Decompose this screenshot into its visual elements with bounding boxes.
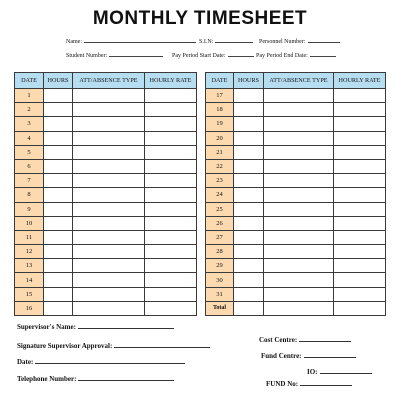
table-row bbox=[15, 301, 197, 315]
date-cell: 9 bbox=[15, 202, 44, 216]
date-cell: 24 bbox=[206, 188, 234, 202]
att-absence-type-cell[interactable] bbox=[73, 89, 145, 103]
hours-cell[interactable] bbox=[234, 103, 264, 117]
att-absence-type-cell[interactable] bbox=[73, 117, 145, 131]
hours-cell[interactable] bbox=[44, 145, 73, 159]
table-row bbox=[15, 159, 197, 173]
io-field[interactable] bbox=[307, 367, 372, 376]
att-absence-type-cell[interactable] bbox=[264, 117, 334, 131]
table-row bbox=[15, 216, 197, 230]
table-row bbox=[15, 188, 197, 202]
header-hourly-rate: HOURLY RATE bbox=[334, 73, 386, 89]
hourly-rate-cell[interactable] bbox=[145, 103, 197, 117]
hourly-rate-cell[interactable] bbox=[334, 202, 386, 216]
att-absence-type-cell[interactable] bbox=[264, 131, 334, 145]
hours-cell[interactable] bbox=[44, 103, 73, 117]
fund-no-field[interactable] bbox=[266, 379, 352, 388]
date-cell: 2 bbox=[15, 103, 44, 117]
date-cell: 7 bbox=[15, 174, 44, 188]
date-cell: 8 bbox=[15, 188, 44, 202]
hours-cell[interactable] bbox=[234, 216, 264, 230]
hourly-rate-cell[interactable] bbox=[334, 216, 386, 230]
hours-cell[interactable] bbox=[234, 230, 264, 244]
date-field[interactable] bbox=[17, 357, 185, 366]
fund-no-label: FUND No: bbox=[266, 380, 299, 388]
att-absence-type-cell[interactable] bbox=[73, 174, 145, 188]
att-absence-type-cell[interactable] bbox=[264, 216, 334, 230]
table-row bbox=[15, 174, 197, 188]
hourly-rate-cell[interactable] bbox=[145, 259, 197, 273]
att-absence-type-cell[interactable] bbox=[264, 103, 334, 117]
hours-cell[interactable] bbox=[44, 159, 73, 173]
sin-field[interactable] bbox=[199, 37, 253, 45]
table-row bbox=[206, 245, 386, 259]
name-label: Name: bbox=[66, 39, 82, 45]
hours-cell[interactable] bbox=[44, 202, 73, 216]
hours-cell[interactable] bbox=[234, 145, 264, 159]
att-absence-type-cell[interactable] bbox=[73, 273, 145, 287]
hourly-rate-cell[interactable] bbox=[145, 145, 197, 159]
hourly-rate-cell[interactable] bbox=[145, 245, 197, 259]
cost-centre-label: Cost Centre: bbox=[259, 336, 298, 344]
fund-centre-field[interactable] bbox=[261, 351, 356, 360]
hours-cell[interactable] bbox=[44, 216, 73, 230]
hours-cell[interactable] bbox=[234, 259, 264, 273]
hourly-rate-cell[interactable] bbox=[145, 89, 197, 103]
att-absence-type-cell[interactable] bbox=[264, 174, 334, 188]
personnel-number-field[interactable] bbox=[259, 37, 340, 45]
att-absence-type-cell[interactable] bbox=[264, 202, 334, 216]
table-row bbox=[206, 159, 386, 173]
att-absence-type-cell[interactable] bbox=[73, 245, 145, 259]
telephone-field[interactable] bbox=[17, 374, 174, 383]
table-row bbox=[15, 230, 197, 244]
date-cell: 30 bbox=[206, 273, 234, 287]
date-cell: 15 bbox=[15, 287, 44, 301]
total-cell: Total bbox=[206, 301, 234, 315]
table-row bbox=[206, 89, 386, 103]
hours-cell[interactable] bbox=[234, 131, 264, 145]
table-row bbox=[15, 145, 197, 159]
date-cell: 11 bbox=[15, 230, 44, 244]
supervisor-name-label: Supervisor's Name: bbox=[17, 323, 76, 331]
date-cell: 27 bbox=[206, 230, 234, 244]
date-cell: 31 bbox=[206, 287, 234, 301]
hours-cell[interactable] bbox=[44, 259, 73, 273]
hourly-rate-cell[interactable] bbox=[334, 159, 386, 173]
hours-cell[interactable] bbox=[234, 188, 264, 202]
att-absence-type-cell[interactable] bbox=[73, 131, 145, 145]
table-row bbox=[206, 117, 386, 131]
hourly-rate-cell[interactable] bbox=[334, 174, 386, 188]
date-cell: 16 bbox=[15, 301, 44, 315]
hourly-rate-cell[interactable] bbox=[145, 131, 197, 145]
att-absence-type-cell[interactable] bbox=[264, 301, 334, 315]
hourly-rate-cell[interactable] bbox=[145, 117, 197, 131]
table-row bbox=[206, 188, 386, 202]
hours-cell[interactable] bbox=[234, 245, 264, 259]
att-absence-type-cell[interactable] bbox=[264, 89, 334, 103]
signature-field[interactable] bbox=[17, 341, 210, 350]
hourly-rate-cell[interactable] bbox=[334, 273, 386, 287]
hours-cell[interactable] bbox=[44, 131, 73, 145]
hourly-rate-cell[interactable] bbox=[145, 159, 197, 173]
att-absence-type-cell[interactable] bbox=[73, 145, 145, 159]
header-date: DATE bbox=[15, 73, 44, 89]
table-row bbox=[15, 259, 197, 273]
header-date: DATE bbox=[206, 73, 234, 89]
date-cell: 18 bbox=[206, 103, 234, 117]
header-att-absence-type: ATT/ABSENCE TYPE bbox=[73, 73, 145, 89]
date-cell: 5 bbox=[15, 145, 44, 159]
date-cell: 14 bbox=[15, 273, 44, 287]
hourly-rate-cell[interactable] bbox=[334, 188, 386, 202]
att-absence-type-cell[interactable] bbox=[73, 301, 145, 315]
hourly-rate-cell[interactable] bbox=[334, 117, 386, 131]
header-hours: HOURS bbox=[44, 73, 73, 89]
table-row bbox=[15, 245, 197, 259]
date-label: Date: bbox=[17, 358, 34, 366]
att-absence-type-cell[interactable] bbox=[73, 216, 145, 230]
table-header-row bbox=[206, 73, 386, 89]
table-row bbox=[206, 145, 386, 159]
hourly-rate-cell[interactable] bbox=[145, 301, 197, 315]
att-absence-type-cell[interactable] bbox=[264, 273, 334, 287]
hours-cell[interactable] bbox=[44, 230, 73, 244]
hours-cell[interactable] bbox=[234, 174, 264, 188]
date-cell: 19 bbox=[206, 117, 234, 131]
hourly-rate-cell[interactable] bbox=[334, 245, 386, 259]
table-row bbox=[15, 273, 197, 287]
hourly-rate-cell[interactable] bbox=[334, 230, 386, 244]
att-absence-type-cell[interactable] bbox=[264, 159, 334, 173]
hours-cell[interactable] bbox=[234, 301, 264, 315]
hourly-rate-cell[interactable] bbox=[145, 216, 197, 230]
header-att-absence-type: ATT/ABSENCE TYPE bbox=[264, 73, 334, 89]
date-cell: 26 bbox=[206, 216, 234, 230]
date-cell: 4 bbox=[15, 131, 44, 145]
hourly-rate-cell[interactable] bbox=[334, 131, 386, 145]
table-row bbox=[15, 131, 197, 145]
hourly-rate-cell[interactable] bbox=[334, 259, 386, 273]
cost-centre-field[interactable] bbox=[259, 335, 351, 344]
table-row bbox=[206, 230, 386, 244]
page-title: MONTHLY TIMESHEET bbox=[92, 8, 308, 29]
date-cell: 20 bbox=[206, 131, 234, 145]
hourly-rate-cell[interactable] bbox=[145, 287, 197, 301]
table-header-row bbox=[15, 73, 197, 89]
hours-cell[interactable] bbox=[44, 301, 73, 315]
table-row bbox=[15, 202, 197, 216]
att-absence-type-cell[interactable] bbox=[264, 188, 334, 202]
att-absence-type-cell[interactable] bbox=[73, 259, 145, 273]
hourly-rate-cell[interactable] bbox=[145, 202, 197, 216]
att-absence-type-cell[interactable] bbox=[73, 188, 145, 202]
hours-cell[interactable] bbox=[44, 287, 73, 301]
hours-cell[interactable] bbox=[44, 188, 73, 202]
pay-period-end-label: Pay Period End Date: bbox=[256, 53, 308, 59]
date-cell: 10 bbox=[15, 216, 44, 230]
header-hours: HOURS bbox=[234, 73, 264, 89]
table-row bbox=[15, 89, 197, 103]
table-row bbox=[206, 287, 386, 301]
hourly-rate-cell[interactable] bbox=[145, 230, 197, 244]
date-cell: 17 bbox=[206, 89, 234, 103]
hourly-rate-cell[interactable] bbox=[334, 287, 386, 301]
hours-cell[interactable] bbox=[234, 273, 264, 287]
date-cell: 29 bbox=[206, 259, 234, 273]
date-cell: 13 bbox=[15, 259, 44, 273]
hourly-rate-cell[interactable] bbox=[334, 301, 386, 315]
student-number-field[interactable] bbox=[66, 51, 163, 59]
table-row bbox=[15, 287, 197, 301]
timesheet-table-right bbox=[205, 72, 386, 316]
date-cell: 23 bbox=[206, 174, 234, 188]
date-cell: 28 bbox=[206, 245, 234, 259]
date-cell: 1 bbox=[15, 89, 44, 103]
att-absence-type-cell[interactable] bbox=[73, 202, 145, 216]
header-hourly-rate: HOURLY RATE bbox=[145, 73, 197, 89]
sin-label: S.I.N: bbox=[199, 39, 214, 45]
hourly-rate-cell[interactable] bbox=[334, 145, 386, 159]
hours-cell[interactable] bbox=[234, 159, 264, 173]
att-absence-type-cell[interactable] bbox=[264, 259, 334, 273]
date-cell: 22 bbox=[206, 159, 234, 173]
io-label: IO: bbox=[307, 368, 318, 376]
att-absence-type-cell[interactable] bbox=[264, 145, 334, 159]
timesheet-table-left bbox=[14, 72, 197, 316]
student-number-label: Student Number: bbox=[66, 53, 108, 59]
att-absence-type-cell[interactable] bbox=[73, 103, 145, 117]
att-absence-type-cell[interactable] bbox=[264, 287, 334, 301]
signature-label: Signature Supervisor Approval: bbox=[17, 342, 113, 350]
supervisor-name-field[interactable] bbox=[17, 322, 174, 331]
personnel-number-label: Personnel Number: bbox=[259, 39, 306, 45]
pay-period-start-label: Pay Period Start Date: bbox=[172, 53, 226, 59]
att-absence-type-cell[interactable] bbox=[264, 245, 334, 259]
date-cell: 3 bbox=[15, 117, 44, 131]
table-row bbox=[15, 103, 197, 117]
att-absence-type-cell[interactable] bbox=[73, 230, 145, 244]
hours-cell[interactable] bbox=[44, 273, 73, 287]
pay-period-start-field[interactable] bbox=[172, 51, 254, 59]
table-row bbox=[15, 117, 197, 131]
table-row bbox=[206, 202, 386, 216]
hourly-rate-cell[interactable] bbox=[145, 174, 197, 188]
name-field[interactable] bbox=[66, 37, 196, 45]
hourly-rate-cell[interactable] bbox=[334, 89, 386, 103]
att-absence-type-cell[interactable] bbox=[73, 287, 145, 301]
hourly-rate-cell[interactable] bbox=[145, 188, 197, 202]
att-absence-type-cell[interactable] bbox=[264, 230, 334, 244]
table-row bbox=[206, 301, 386, 315]
fund-centre-label: Fund Centre: bbox=[261, 352, 302, 360]
hours-cell[interactable] bbox=[44, 174, 73, 188]
hours-cell[interactable] bbox=[234, 287, 264, 301]
hours-cell[interactable] bbox=[234, 89, 264, 103]
hourly-rate-cell[interactable] bbox=[334, 103, 386, 117]
table-row bbox=[206, 103, 386, 117]
date-cell: 6 bbox=[15, 159, 44, 173]
hours-cell[interactable] bbox=[44, 117, 73, 131]
telephone-label: Telephone Number: bbox=[17, 375, 77, 383]
table-row bbox=[206, 273, 386, 287]
hours-cell[interactable] bbox=[234, 117, 264, 131]
date-cell: 21 bbox=[206, 145, 234, 159]
date-cell: 25 bbox=[206, 202, 234, 216]
table-row bbox=[206, 216, 386, 230]
att-absence-type-cell[interactable] bbox=[73, 159, 145, 173]
date-cell: 12 bbox=[15, 245, 44, 259]
table-row bbox=[206, 259, 386, 273]
hours-cell[interactable] bbox=[44, 89, 73, 103]
pay-period-end-field[interactable] bbox=[256, 51, 336, 59]
table-row bbox=[206, 131, 386, 145]
hours-cell[interactable] bbox=[234, 202, 264, 216]
hourly-rate-cell[interactable] bbox=[145, 273, 197, 287]
table-row bbox=[206, 174, 386, 188]
hours-cell[interactable] bbox=[44, 245, 73, 259]
